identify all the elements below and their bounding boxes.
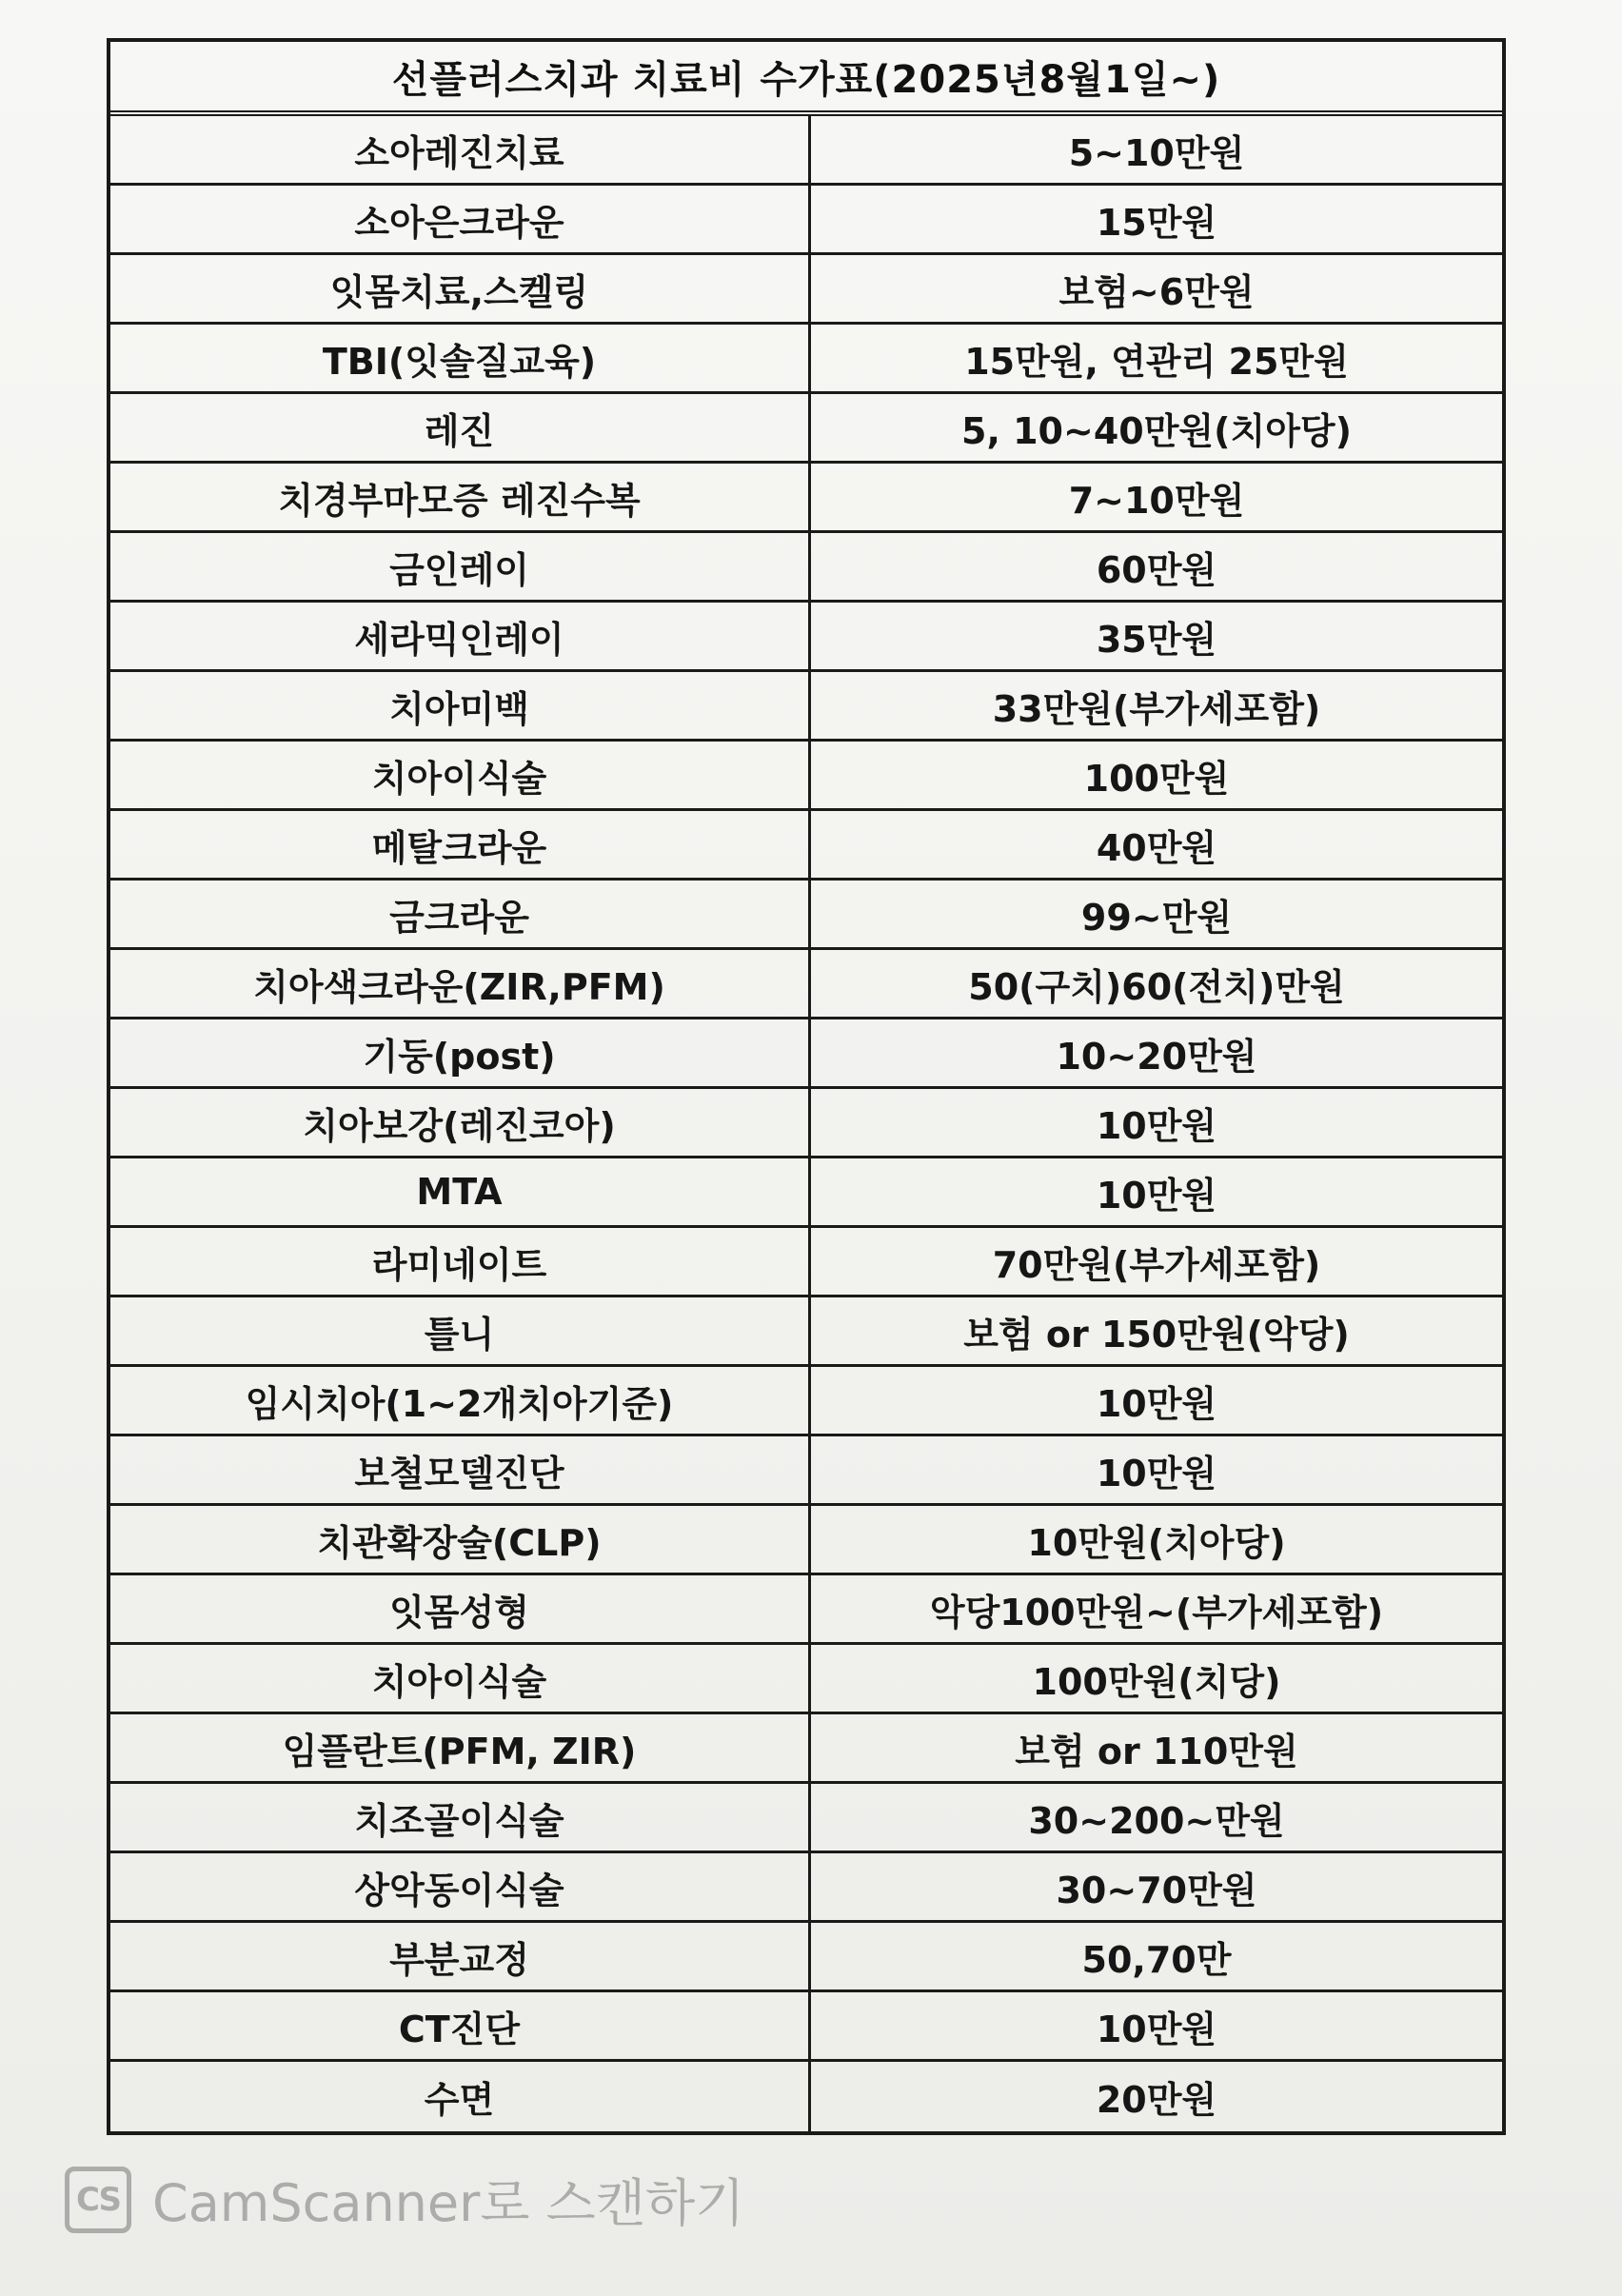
- price-cell: 10만원: [1096, 1174, 1217, 1217]
- table-row: [110, 394, 1502, 464]
- treatment-cell: 레진: [110, 394, 811, 461]
- treatment-cell: TBI(잇솔질교육): [110, 325, 811, 391]
- table-row: [110, 2062, 1502, 2131]
- treatment-cell: 소아은크라운: [110, 186, 811, 252]
- price-cell: 5~10만원: [1068, 131, 1245, 174]
- treatment-cell: 치아색크라운(ZIR,PFM): [110, 950, 811, 1017]
- table-row: [110, 1506, 1502, 1575]
- table-row: [110, 1158, 1502, 1228]
- treatment-cell: 잇몸성형: [110, 1575, 811, 1642]
- treatment-cell: 금인레이: [110, 533, 811, 600]
- table-row: [110, 1992, 1502, 2062]
- table-row: [110, 1297, 1502, 1367]
- price-cell: 보험 or 150만원(악당): [963, 1313, 1350, 1356]
- table-row: [110, 1228, 1502, 1297]
- price-cell: 100만원(치당): [1032, 1660, 1281, 1703]
- table-row: [110, 464, 1502, 533]
- price-cell: 10만원: [1096, 1452, 1217, 1494]
- table-row: [110, 1853, 1502, 1923]
- table-row: [110, 1019, 1502, 1089]
- treatment-cell: 치아보강(레진코아): [110, 1089, 811, 1156]
- table-row: [110, 1089, 1502, 1158]
- price-cell: 50,70만: [1081, 1938, 1232, 1981]
- table-row: [110, 1645, 1502, 1714]
- treatment-cell: 치아미백: [110, 672, 811, 739]
- treatment-cell: CT진단: [110, 1992, 811, 2059]
- treatment-cell: 수면: [110, 2062, 811, 2131]
- treatment-cell: 치아이식술: [110, 1645, 811, 1712]
- table-row: [110, 1436, 1502, 1506]
- table-row: [110, 603, 1502, 672]
- price-cell: 15만원, 연관리 25만원: [964, 340, 1349, 383]
- treatment-cell: 잇몸치료,스켈링: [110, 255, 811, 322]
- price-cell: 15만원: [1096, 201, 1217, 244]
- table-row: [110, 255, 1502, 325]
- treatment-cell: 금크라운: [110, 881, 811, 947]
- treatment-cell: 치조골이식술: [110, 1784, 811, 1851]
- price-cell: 40만원: [1096, 826, 1217, 869]
- treatment-cell: 세라믹인레이: [110, 603, 811, 669]
- table-row: [110, 533, 1502, 603]
- price-cell: 33만원(부가세포함): [992, 687, 1321, 730]
- treatment-cell: 틀니: [110, 1297, 811, 1364]
- watermark-text: CamScanner로 스캔하기: [152, 2173, 745, 2233]
- price-cell: 보험~6만원: [1058, 270, 1255, 313]
- price-cell: 30~70만원: [1056, 1869, 1257, 1911]
- table-row: [110, 1575, 1502, 1645]
- treatment-cell: 상악동이식술: [110, 1853, 811, 1920]
- price-cell: 10만원: [1096, 1382, 1217, 1425]
- table-row: [110, 1714, 1502, 1784]
- table-row: [110, 950, 1502, 1019]
- table-row: [110, 1923, 1502, 1992]
- price-cell: 20만원: [1096, 2079, 1217, 2121]
- treatment-cell: 치아이식술: [110, 742, 811, 808]
- table-body: [110, 116, 1502, 2131]
- price-cell: 보험 or 110만원: [1015, 1730, 1298, 1772]
- table-row: [110, 1784, 1502, 1853]
- price-cell: 10만원(치아당): [1027, 1521, 1286, 1564]
- price-cell: 99~만원: [1080, 896, 1233, 939]
- table-row: [110, 116, 1502, 186]
- treatment-cell: MTA: [110, 1158, 811, 1225]
- treatment-cell: 소아레진치료: [110, 116, 811, 183]
- camscanner-logo-icon: CS: [65, 2167, 131, 2233]
- price-cell: 30~200~만원: [1028, 1799, 1285, 1842]
- price-cell: 7~10만원: [1068, 479, 1245, 522]
- treatment-cell: 라미네이트: [110, 1228, 811, 1295]
- table-row: [110, 742, 1502, 811]
- table-row: [110, 811, 1502, 881]
- treatment-cell: 부분교정: [110, 1923, 811, 1989]
- treatment-cell: 치경부마모증 레진수복: [110, 464, 811, 530]
- table-title: 선플러스치과 치료비 수가표(2025년8월1일~): [110, 42, 1502, 116]
- price-cell: 10만원: [1096, 2008, 1217, 2050]
- price-cell: 35만원: [1096, 618, 1217, 661]
- treatment-cell: 보철모델진단: [110, 1436, 811, 1503]
- treatment-cell: 치관확장술(CLP): [110, 1506, 811, 1573]
- treatment-cell: 메탈크라운: [110, 811, 811, 878]
- table-row: [110, 325, 1502, 394]
- table-row: [110, 1367, 1502, 1436]
- price-cell: 100만원: [1083, 757, 1230, 800]
- price-cell: 10만원: [1096, 1104, 1217, 1147]
- price-cell: 50(구치)60(전치)만원: [968, 965, 1345, 1008]
- table-row: [110, 672, 1502, 742]
- table-row: [110, 881, 1502, 950]
- price-table: [107, 38, 1506, 2135]
- price-cell: 10~20만원: [1056, 1035, 1257, 1078]
- treatment-cell: 임플란트(PFM, ZIR): [110, 1714, 811, 1781]
- table-row: [110, 186, 1502, 255]
- treatment-cell: 임시치아(1~2개치아기준): [110, 1367, 811, 1434]
- price-cell: 악당100만원~(부가세포함): [929, 1591, 1384, 1633]
- treatment-cell: 기둥(post): [110, 1019, 811, 1086]
- price-cell: 5, 10~40만원(치아당): [961, 409, 1352, 452]
- price-cell: 60만원: [1096, 548, 1217, 591]
- price-cell: 70만원(부가세포함): [992, 1243, 1321, 1286]
